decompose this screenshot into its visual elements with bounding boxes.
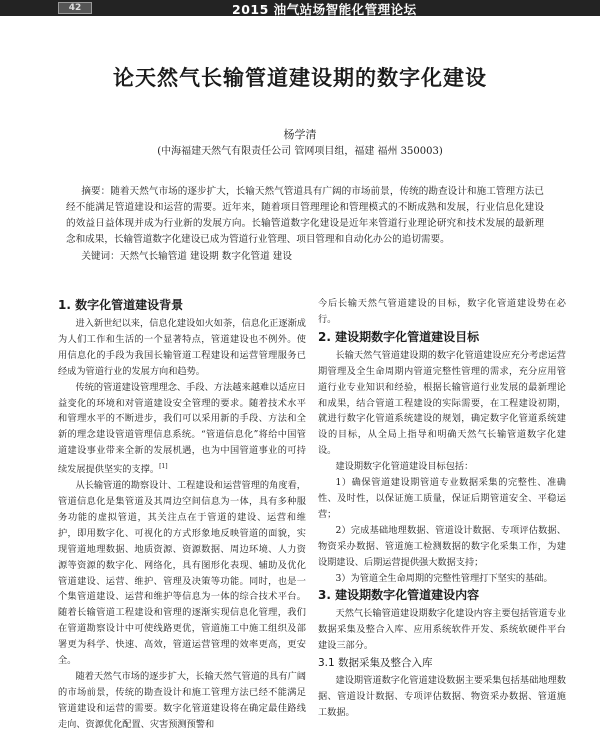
abstract: 摘要：随着天然气市场的逐步扩大，长输天然气管道具有广阔的市场前景，传统的勘查设计和施工管理方法已经不能满足管道建设和运营的需要。近年来，随着项目管理理论和管理模式的不断成熟和发展，行业信息化建设的效益日益体现并成为行业新的发展方向。长输管道数字化建设是近年来管道行业理论研究和技术发展的最新理念和成果，长输管道数字化建设已成为管道行业管理、项目管理和自动化办公的追切需要。 — [66, 186, 544, 245]
article-title: 论天然气长输管道建设期的数字化建设 — [113, 66, 487, 90]
goal-list-item: 1）确保管道建设期管道专业数据采集的完整性、准确性、及时性，以保证施工质量，保证后期管道安全、平稳运营； — [318, 477, 566, 520]
section-1-paragraph — [58, 380, 306, 479]
section-3-1-heading: 3.1 数据采集及整合入库 — [318, 657, 433, 670]
section-2-paragraph: 建设期数字化管道建设目标包括： — [335, 461, 474, 473]
continued-paragraph: 今后长输天然气管道建设的目标，数字化管道建设势在必行。 — [318, 298, 566, 325]
left-column — [58, 296, 306, 733]
journal-header-bar — [0, 0, 600, 16]
section-1-paragraph: 随着天然气市场的逐步扩大，长输天然气管道的具有广阔的市场前景，传统的勘查设计和施工管理方法已经不能满足管道建设和运营的需要。数字化管道建设将在确定最佳路线走向、资源优化配置、灾害预测预警和 — [58, 671, 306, 730]
section-1-paragraph: 从长输管道的勘察设计、工程建设和运营管理的角度看，管道信息化是集管道及其周边空间信息为一体，具有多种服务功能的虚拟管道，其关注点在于管道的建设、运营和维护，即用数字化、可视化的方式形象地反映管道的面貌，实现管道地理数据、地质资源、资源数据、周边环境、人力资源等资源的数字化、网络化，具有图形化表现、辅助及优化管道建设、运营、维护、管理及决策等功能。同时，也是一个集管道建设、运营和维护等信息为一体的综合技术平台。随着长输管道工程建设和管理的逐渐实现信息化管理，我们在管道勘察设计中可使线路更优，管道施工中施工组织及部署更为科学、快速、高效，管道运营管理的效率更高，更安全。 — [58, 480, 306, 667]
journal-name: 2015 油气站场智能化管理论坛 — [232, 2, 417, 17]
right-column — [318, 296, 566, 721]
section-3-1-paragraph: 建设期管道数字化管道建设数据主要采集包括基础地理数据、管道设计数据、专项评估数据、物资采办数据、管道施工数据。 — [318, 675, 566, 718]
author-name: 杨学清 — [283, 128, 317, 141]
section-3-paragraph: 天然气长输管道建设期数字化建设内容主要包括管道专业数据采集及整合入库、应用系统软件开发、系统软硬件平台建设三部分。 — [318, 608, 566, 652]
section-3-heading: 3. 建设期数字化管道建设内容 — [318, 588, 480, 603]
section-1-heading: 1. 数字化管道建设背景 — [58, 298, 184, 312]
section-1-paragraph: 进入新世纪以来，信息化建设如火如荼，信息化正逐渐成为人们工作和生活的一个显著特点，管道建设也不例外。使用信息化的手段为我国长输管道工程建设和运营管理服务已经成为管道行业的发展方向和趋势。 — [58, 318, 306, 377]
section-2-paragraph: 长输天然气管道建设期的数字化管道建设应充分考虑运营期管理及全生命周期内管道完整性管理的需求，充分应用管道行业专业知识和经验，根据长输管道行业发展的最新理论和成果，结合管道工程建设的实际需要，在工程建设初期，就进行数字化管道系统建设的规划，确定数字化管道系统建设的目标，从全局上指导和明确天然气长输管道数字化建设。 — [318, 349, 566, 457]
goal-list-item: 2）完成基础地理数据、管道设计数据、专项评估数据、物资采办数据、管道施工检测数据的数字化采集工作，为建设期建设、后期运营提供强大数据支持； — [318, 524, 566, 568]
reference-marker: [1] — [159, 463, 168, 471]
goal-list-item: 3）为管道全生命周期的完整性管理打下坚实的基础。 — [335, 572, 553, 584]
page-number-badge: 42 — [58, 2, 92, 14]
author-affiliation: (中海福建天然气有限责任公司 管网项目组，福建 福州 350003) — [157, 146, 443, 157]
paragraph-text: 传统的管道建设管理理念、手段、方法越来越难以适应日益变化的环境和对管道建设安全管理的要求。随着技术水平和管理水平的不断进步，我们可以采用新的手段、方法和全新的理念建设管道管理信息系统。“管道信息化”将给中国管道建设事业带来全新的发展机遇，也为中国管道事业的可持续发展提供坚实的支撑。 — [58, 381, 306, 476]
section-2-heading: 2. 建设期数字化管道建设目标 — [318, 329, 480, 344]
keywords: 关键词：天然气长输管道 建设期 数字化管道 建设 — [81, 251, 292, 262]
